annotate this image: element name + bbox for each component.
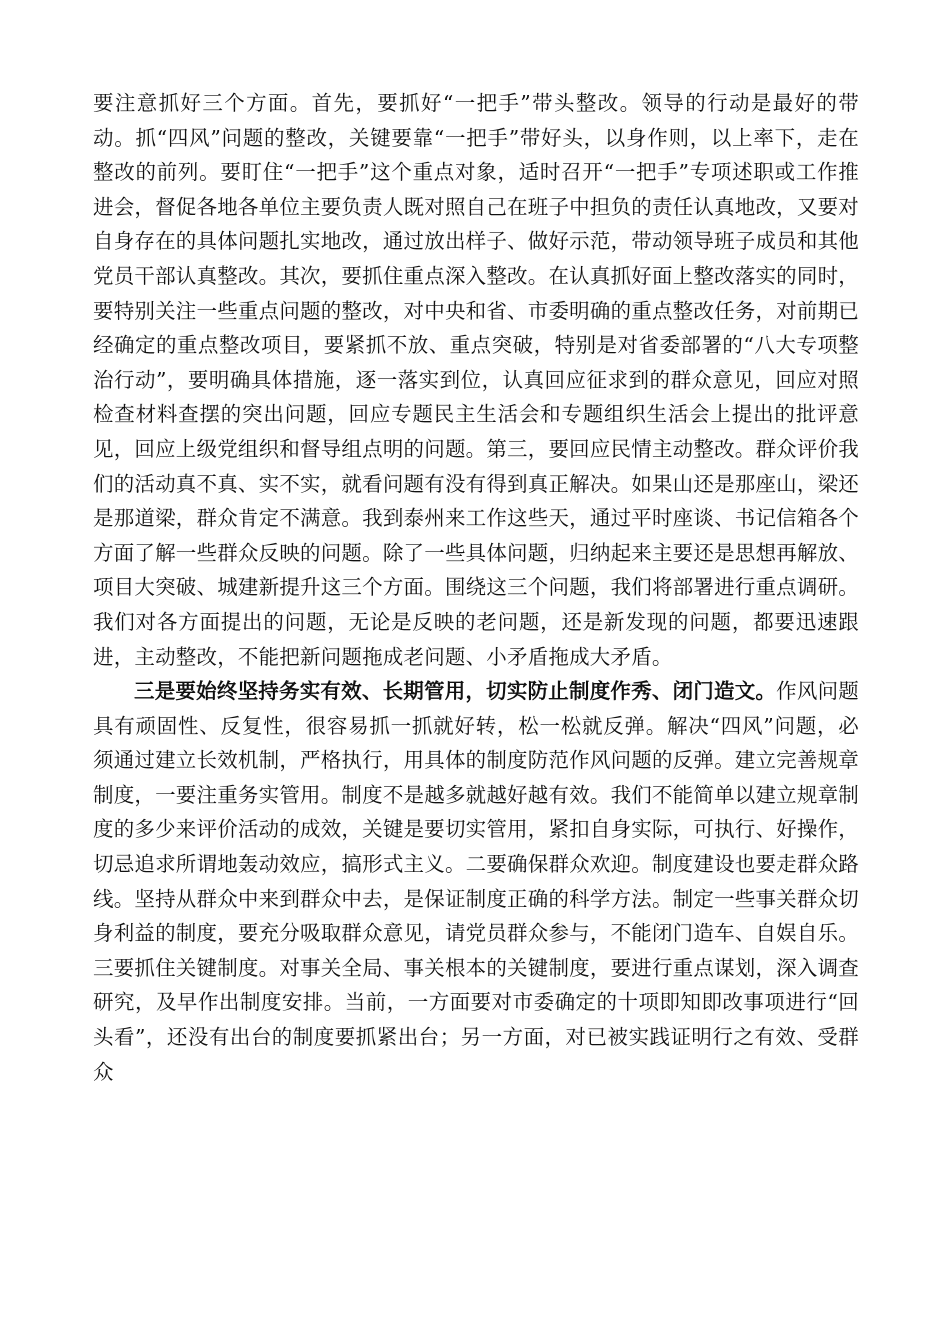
paragraph-continuation bbox=[93, 86, 859, 674]
paragraph-point-three bbox=[93, 674, 859, 1089]
paragraph-lead-heading: 三是要始终坚持务实有效、长期管用，切实防止制度作秀、闭门造文。 bbox=[134, 679, 777, 704]
document-page bbox=[93, 86, 859, 1089]
paragraph-body: 作风问题具有顽固性、反复性，很容易抓一抓就好转，松一松就反弹。解决“四风”问题，必须通过建立长效机制，严格执行，用具体的制度防范作风问题的反弹。建立完善规章制度，一要注重务实管用。制度不是越多就越好越有效。我们不能简单以建立规章制度的多少来评价活动的成效，关键是要切实管用，紧扣自身实际，可执行、好操作，切忌追求所谓地轰动效应，搞形式主义。二要确保群众欢迎。制度建设也要走群众路线。坚持从群众中来到群众中去，是保证制度正确的科学方法。制定一些事关群众切身利益的制度，要充分吸取群众意见，请党员群众参与，不能闭门造车、自娱自乐。三要抓住关键制度。对事关全局、事关根本的关键制度，要进行重点谋划，深入调查研究，及早作出制度安排。当前，一方面要对市委确定的十项即知即改事项进行“回头看”，还没有出台的制度要抓紧出台；另一方面，对已被实践证明行之有效、受群众 bbox=[93, 679, 859, 1084]
paragraph-body: 要注意抓好三个方面。首先，要抓好“一把手”带头整改。领导的行动是最好的带动。抓“四风”问题的整改，关键要靠“一把手”带好头，以身作则，以上率下，走在整改的前列。要盯住“一把手”这个重点对象，适时召开“一把手”专项述职或工作推进会，督促各地各单位主要负责人既对照自己在班子中担负的责任认真地改，又要对自身存在的具体问题扎实地改，通过放出样子、做好示范，带动领导班子成员和其他党员干部认真整改。其次，要抓住重点深入整改。在认真抓好面上整改落实的同时，要特别关注一些重点问题的整改，对中央和省、市委明确的重点整改任务，对前期已经确定的重点整改项目，要紧抓不放、重点突破，特别是对省委部署的“八大专项整治行动”，要明确具体措施，逐一落实到位，认真回应征求到的群众意见，回应对照检查材料查摆的突出问题，回应专题民主生活会和专题组织生活会上提出的批评意见，回应上级党组织和督导组点明的问题。第三，要回应民情主动整改。群众评价我们的活动真不真、实不实，就看问题有没有得到真正解决。如果山还是那座山，梁还是那道梁，群众肯定不满意。我到泰州来工作这些天，通过平时座谈、书记信箱各个方面了解一些群众反映的问题。除了一些具体问题，归纳起来主要还是思想再解放、项目大突破、城建新提升这三个方面。围绕这三个问题，我们将部署进行重点调研。我们对各方面提出的问题，无论是反映的老问题，还是新发现的问题，都要迅速跟进，主动整改，不能把新问题拖成老问题、小矛盾拖成大矛盾。 bbox=[93, 91, 859, 669]
